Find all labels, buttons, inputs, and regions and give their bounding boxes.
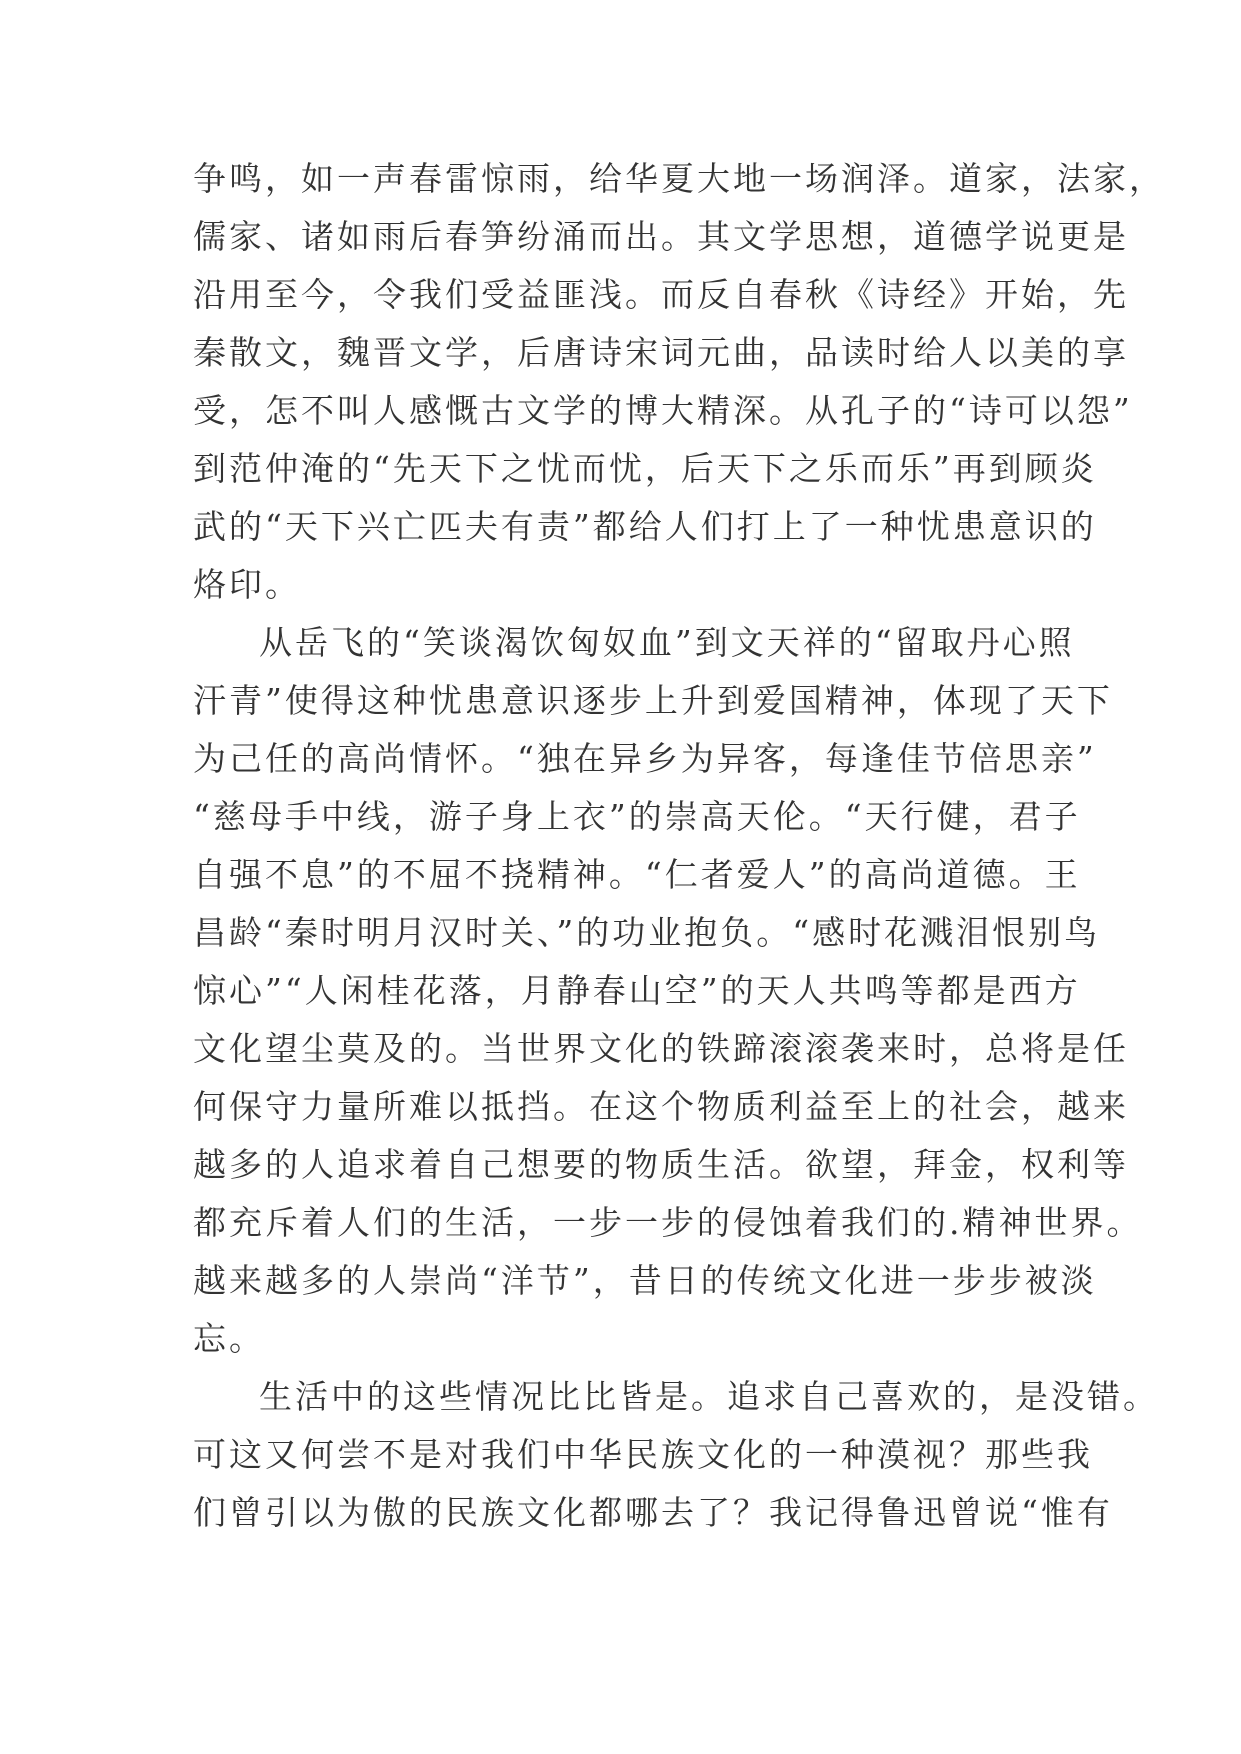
paragraph-3	[193, 1368, 1159, 1542]
text-line: 何保守力量所难以抵挡。在这个物质利益至上的社会，越来	[193, 1087, 1129, 1126]
text-line: 从岳飞的“笑谈渴饮匈奴血”到文天祥的“留取丹心照	[259, 623, 1075, 662]
text-line: 沿用至今，令我们受益匪浅。而反自春秋《诗经》开始，先	[193, 275, 1129, 314]
paragraph-1	[193, 150, 1165, 614]
text-line: 汗青”使得这种忧患意识逐步上升到爱国精神，体现了天下	[193, 681, 1113, 720]
text-line: 都充斥着人们的生活，一步一步的侵蚀着我们的.精神世界。	[193, 1203, 1143, 1242]
text-line: 昌龄“秦时明月汉时关、”的功业抱负。“感时花溅泪恨别鸟	[193, 913, 1101, 952]
text-line: 烙印。	[193, 565, 301, 604]
text-line: 可这又何尝不是对我们中华民族文化的一种漠视？那些我	[193, 1435, 1093, 1474]
text-line: “慈母手中线，游子身上衣”的崇高天伦。“天行健，君子	[193, 797, 1081, 836]
essay-text	[193, 150, 1165, 1542]
text-line: 生活中的这些情况比比皆是。追求自己喜欢的，是没错。	[259, 1377, 1159, 1416]
text-line: 为己任的高尚情怀。“独在异乡为异客，每逢佳节倍思亲”	[193, 739, 1097, 778]
text-line: 到范仲淹的“先天下之忧而忧，后天下之乐而乐”再到顾炎	[193, 449, 1097, 488]
text-line: 儒家、诸如雨后春笋纷涌而出。其文学思想，道德学说更是	[193, 217, 1129, 256]
text-line: 越来越多的人崇尚“洋节”，昔日的传统文化进一步步被淡	[193, 1261, 1097, 1300]
text-line: 自强不息”的不屈不挠精神。“仁者爱人”的高尚道德。王	[193, 855, 1081, 894]
text-line: 忘。	[193, 1319, 265, 1358]
paragraph-2	[193, 614, 1143, 1368]
text-line: 越多的人追求着自己想要的物质生活。欲望，拜金，权利等	[193, 1145, 1129, 1184]
text-line: 武的“天下兴亡匹夫有责”都给人们打上了一种忧患意识的	[193, 507, 1097, 546]
text-line: 惊心”“人闲桂花落，月静春山空”的天人共鸣等都是西方	[193, 971, 1081, 1010]
text-line: 争鸣，如一声春雷惊雨，给华夏大地一场润泽。道家，法家，	[193, 159, 1165, 198]
text-line: 们曾引以为傲的民族文化都哪去了？我记得鲁迅曾说“惟有	[193, 1493, 1113, 1532]
text-line: 文化望尘莫及的。当世界文化的铁蹄滚滚袭来时，总将是任	[193, 1029, 1129, 1068]
text-line: 秦散文，魏晋文学，后唐诗宋词元曲，品读时给人以美的享	[193, 333, 1129, 372]
text-line: 受，怎不叫人感慨古文学的博大精深。从孔子的“诗可以怨”	[193, 391, 1133, 430]
